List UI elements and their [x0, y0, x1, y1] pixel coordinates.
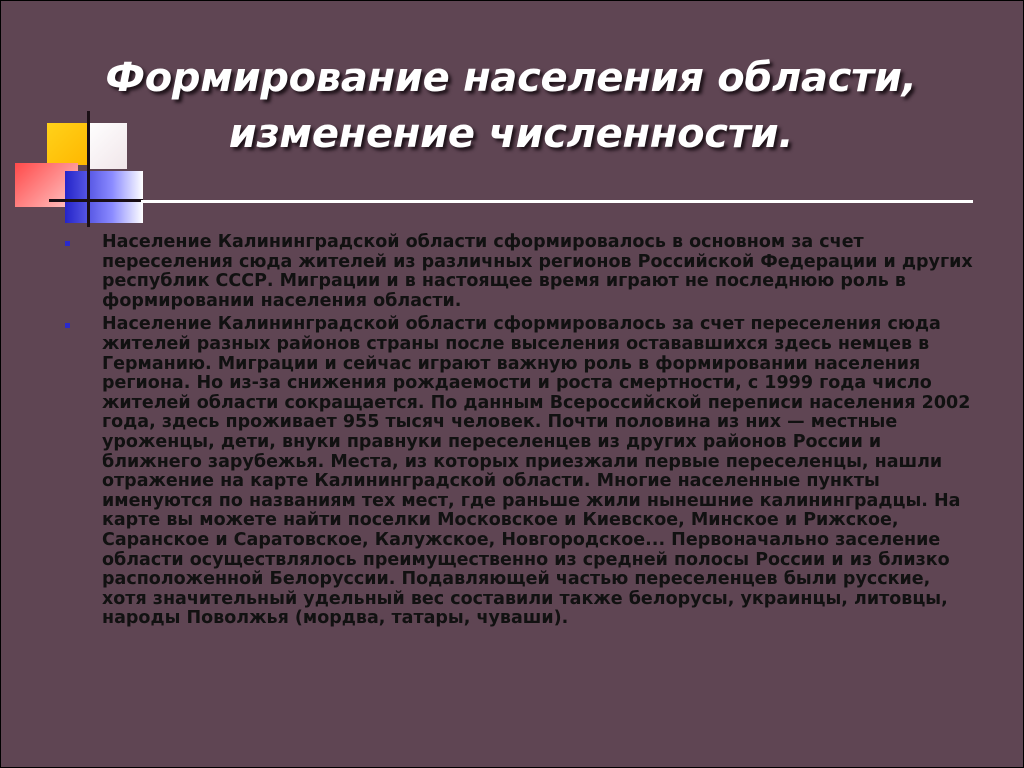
decor-yellow-square: [47, 123, 87, 165]
slide: [1, 1, 1023, 767]
bullet-square-icon: [65, 323, 70, 328]
title-divider: [141, 200, 973, 203]
paragraph-text: Население Калининградской области сформировалось за счет переселения сюда жителей разных районов страны после выселения остававшихся здесь немцев в Германию. Миграции и сейчас играют важную роль в формировании населения региона. Но из-за снижения рождаемости и роста смертности, с 1999 года число жителей области сокращается. По данным Всероссийской переписи населения 2002 года, здесь проживает 955 тысяч человек. Почти половина из них — местные уроженцы, дети, внуки правнуки переселенцев из других районов России и ближнего зарубежья. Места, из которых приезжали первые переселенцы, нашли отражение на карте Калининградской области. Многие населенные пункты именуются по названиям тех мест, где раньше жили нынешние калининградцы. На карте вы можете найти поселки Московское и Киевское, Минское и Рижское, Саранское и Саратовское, Калужское, Новгородское... Первоначально заселение области осуществлялось преимущественно из средней полосы России и из близко расположенной Белоруссии. Подавляющей частью переселенцев были русские, хотя значительный удельный вес составили также белорусы, украинцы, литовцы, народы Поволжья (мордва, татары, чуваши).: [102, 314, 971, 629]
title-line-2: изменение численности.: [228, 110, 794, 157]
decor-white-square: [87, 123, 127, 169]
bullet-paragraph-2: [61, 315, 981, 629]
paragraph-text: Население Калининградской области сформировалось в основном за счет переселения сюда жителей из различных регионов Российской Федерации и других республик СССР. Миграции и в настоящее время играют не последнюю роль в формировании населения области.: [102, 232, 973, 311]
title-line-1: Формирование населения области,: [105, 54, 917, 101]
bullet-list: [61, 233, 981, 633]
decor-vertical-line: [87, 111, 90, 227]
bullet-paragraph-1: [61, 233, 981, 311]
slide-title: [61, 50, 961, 162]
decor-horizontal-line: [49, 199, 143, 202]
decor-blue-square: [65, 171, 143, 223]
bullet-square-icon: [65, 241, 70, 246]
